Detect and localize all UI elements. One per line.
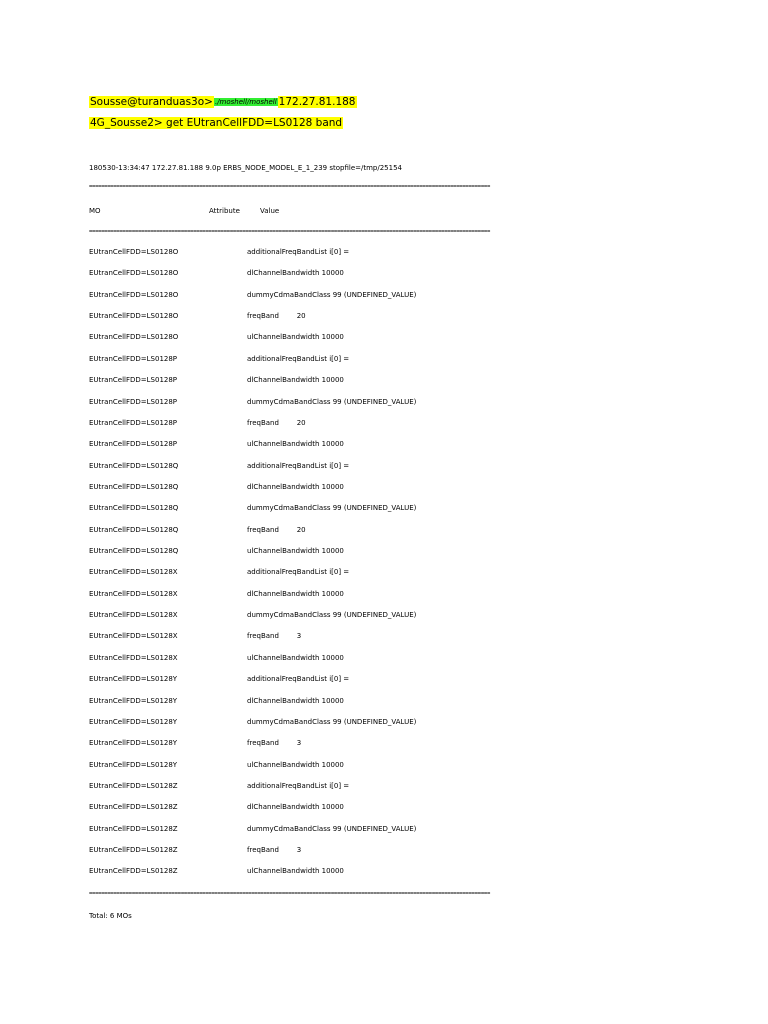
row-mo: EUtranCellFDD=LS0128O	[89, 269, 179, 278]
row-mo: EUtranCellFDD=LS0128O	[89, 290, 179, 299]
row-mo: EUtranCellFDD=LS0128X	[89, 611, 178, 620]
row-attribute-value: freqBand 3	[247, 739, 302, 748]
row-attribute-value: dlChannelBandwidth 10000	[247, 696, 344, 705]
row-attribute-value: dummyCdmaBandClass 99 (UNDEFINED_VALUE)	[247, 824, 417, 833]
row-attribute-value: freqBand 20	[247, 418, 306, 427]
row-mo: EUtranCellFDD=LS0128X	[89, 568, 178, 577]
row-mo: EUtranCellFDD=LS0128Q	[89, 547, 179, 556]
prompt-path: ./moshell/moshell	[214, 98, 277, 106]
row-attribute-value: dummyCdmaBandClass 99 (UNDEFINED_VALUE)	[247, 397, 417, 406]
row-attribute-value: ulChannelBandwidth 10000	[247, 653, 344, 662]
row-attribute-value: additionalFreqBandList i[0] =	[247, 248, 350, 256]
row-mo: EUtranCellFDD=LS0128P	[89, 440, 178, 449]
session-meta-line: 180530-13:34:47 172.27.81.188 9.0p ERBS_NODE_MODEL_E_1_239 stopfile=/tmp/25154	[89, 164, 402, 172]
row-mo: EUtranCellFDD=LS0128Z	[89, 846, 178, 855]
row-mo: EUtranCellFDD=LS0128O	[89, 312, 179, 321]
row-attribute-value: dummyCdmaBandClass 99 (UNDEFINED_VALUE)	[247, 504, 417, 513]
row-mo: EUtranCellFDD=LS0128Z	[89, 781, 178, 790]
row-attribute-value: additionalFreqBandList i[0] =	[247, 675, 350, 684]
shell-prompt-line	[89, 95, 357, 109]
row-attribute-value: dlChannelBandwidth 10000	[247, 269, 344, 278]
row-mo: EUtranCellFDD=LS0128Q	[89, 482, 179, 491]
separator-top: ===================================================================================================================================	[89, 184, 491, 190]
row-mo: EUtranCellFDD=LS0128Y	[89, 717, 178, 726]
header-mo: MO	[89, 207, 101, 215]
row-mo: EUtranCellFDD=LS0128Q	[89, 461, 179, 470]
row-mo: EUtranCellFDD=LS0128P	[89, 376, 178, 385]
row-mo: EUtranCellFDD=LS0128Q	[89, 525, 179, 534]
row-mo: EUtranCellFDD=LS0128Q	[89, 504, 179, 513]
row-attribute-value: dummyCdmaBandClass 99 (UNDEFINED_VALUE)	[247, 717, 417, 726]
row-mo: EUtranCellFDD=LS0128Y	[89, 696, 178, 705]
row-attribute-value: ulChannelBandwidth 10000	[247, 867, 344, 876]
row-attribute-value: freqBand 3	[247, 632, 302, 641]
row-mo: EUtranCellFDD=LS0128P	[89, 418, 178, 427]
prompt-ip: 172.27.81.188	[278, 96, 356, 108]
row-attribute-value: dlChannelBandwidth 10000	[247, 589, 344, 598]
row-mo: EUtranCellFDD=LS0128P	[89, 354, 178, 363]
separator-bottom: ===================================================================================================================================	[89, 891, 491, 897]
row-mo: EUtranCellFDD=LS0128X	[89, 589, 178, 598]
row-attribute-value: ulChannelBandwidth 10000	[247, 760, 344, 769]
row-attribute-value: ulChannelBandwidth 10000	[247, 333, 344, 342]
header-attribute: Attribute	[209, 207, 240, 215]
row-mo: EUtranCellFDD=LS0128P	[89, 397, 178, 406]
row-attribute-value: dlChannelBandwidth 10000	[247, 376, 344, 385]
separator-header: ===================================================================================================================================	[89, 229, 491, 235]
row-mo: EUtranCellFDD=LS0128Y	[89, 739, 178, 748]
row-attribute-value: dummyCdmaBandClass 99 (UNDEFINED_VALUE)	[247, 290, 417, 299]
row-attribute-value: additionalFreqBandList i[0] =	[247, 568, 350, 577]
row-mo: EUtranCellFDD=LS0128O	[89, 333, 179, 342]
row-attribute-value: freqBand 20	[247, 525, 306, 534]
row-mo: EUtranCellFDD=LS0128X	[89, 653, 178, 662]
row-attribute-value: dlChannelBandwidth 10000	[247, 803, 344, 812]
row-attribute-value: ulChannelBandwidth 10000	[247, 547, 344, 556]
row-attribute-value: dlChannelBandwidth 10000	[247, 482, 344, 491]
row-attribute-value: additionalFreqBandList i[0] =	[247, 354, 350, 363]
row-attribute-value: additionalFreqBandList i[0] =	[247, 461, 350, 470]
row-attribute-value: ulChannelBandwidth 10000	[247, 440, 344, 449]
row-attribute-value: dummyCdmaBandClass 99 (UNDEFINED_VALUE)	[247, 611, 417, 620]
row-mo: EUtranCellFDD=LS0128Y	[89, 760, 178, 769]
row-attribute-value: additionalFreqBandList i[0] =	[247, 781, 350, 790]
total-line: Total: 6 MOs	[89, 912, 132, 920]
command-line	[89, 116, 343, 130]
header-value: Value	[260, 207, 280, 215]
prompt-user: Sousse@turanduas3o>	[90, 96, 213, 108]
row-mo: EUtranCellFDD=LS0128Z	[89, 803, 178, 812]
row-mo: EUtranCellFDD=LS0128X	[89, 632, 178, 641]
row-attribute-value: freqBand 20	[247, 312, 306, 321]
row-mo: EUtranCellFDD=LS0128Z	[89, 824, 178, 833]
command-text: 4G_Sousse2> get EUtranCellFDD=LS0128 band	[90, 117, 343, 129]
row-mo: EUtranCellFDD=LS0128Z	[89, 867, 178, 876]
row-mo: EUtranCellFDD=LS0128Y	[89, 675, 178, 684]
row-mo: EUtranCellFDD=LS0128O	[89, 248, 179, 256]
row-attribute-value: freqBand 3	[247, 846, 302, 855]
